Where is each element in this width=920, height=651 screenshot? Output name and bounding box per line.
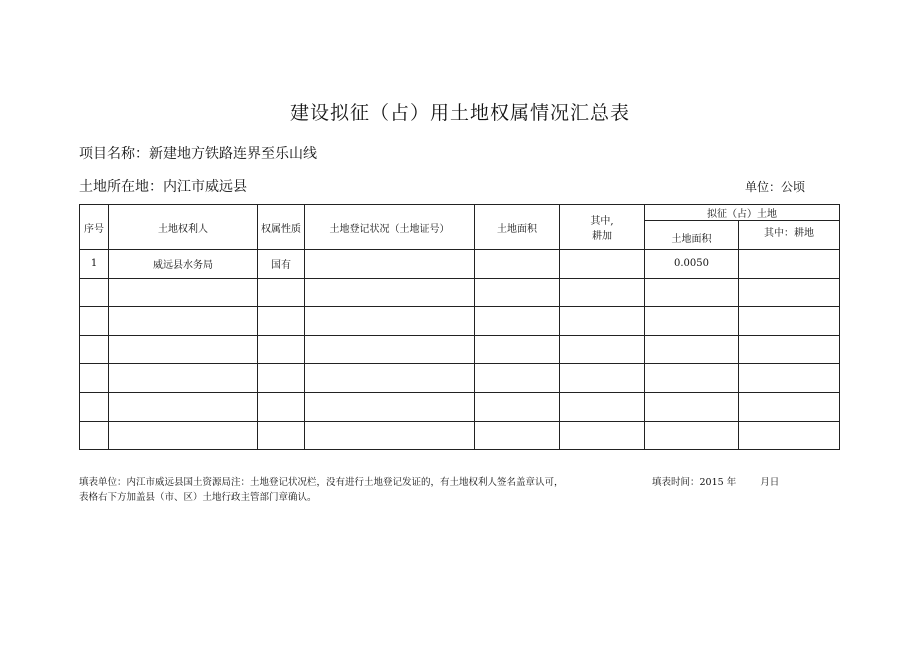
fill-time — [652, 475, 779, 490]
cell-area — [475, 335, 560, 364]
header-acquire-group: 拟征（占）土地 — [645, 205, 840, 221]
cell-acquire-cultivated — [739, 421, 840, 450]
cell-cultivated — [560, 335, 645, 364]
cell-acquire-cultivated — [739, 364, 840, 393]
cell-acquire-area — [645, 392, 739, 421]
land-ownership-table — [79, 204, 840, 450]
table-row — [80, 335, 840, 364]
cell-owner — [109, 364, 258, 393]
cell-registration — [305, 278, 475, 307]
header-cultivated-line2: 耕加 — [592, 231, 612, 242]
cell-cultivated — [560, 250, 645, 279]
cell-acquire-area — [645, 421, 739, 450]
project-name-line — [79, 143, 317, 163]
cell-registration — [305, 392, 475, 421]
table-row — [80, 278, 840, 307]
project-name-value: 新建地方铁路连界至乐山线 — [149, 146, 317, 162]
cell-nature — [258, 335, 305, 364]
unit-line — [745, 178, 805, 195]
cell-area — [475, 392, 560, 421]
cell-owner — [109, 335, 258, 364]
cell-nature — [258, 307, 305, 336]
footer-note-line2: 表格右下方加盖县（市、区）土地行政主管部门章确认。 — [79, 492, 317, 503]
cell-seq — [80, 421, 109, 450]
cell-area — [475, 250, 560, 279]
header-cultivated — [560, 205, 645, 250]
unit-label: 单位： — [745, 180, 782, 194]
header-area: 土地面积 — [475, 205, 560, 250]
cell-seq — [80, 307, 109, 336]
cell-area — [475, 421, 560, 450]
header-acquire-cultivated: 其中：耕地 — [739, 221, 840, 250]
table-row — [80, 421, 840, 450]
cell-owner — [109, 392, 258, 421]
table-row — [80, 307, 840, 336]
cell-acquire-area — [645, 278, 739, 307]
cell-acquire-cultivated — [739, 250, 840, 279]
land-location-value: 内江市威远县 — [163, 179, 247, 195]
table-row — [80, 364, 840, 393]
cell-cultivated — [560, 421, 645, 450]
unit-value: 公顷 — [781, 180, 806, 194]
header-owner: 土地权利人 — [109, 205, 258, 250]
cell-seq — [80, 335, 109, 364]
cell-area — [475, 278, 560, 307]
land-location-line — [79, 176, 247, 196]
cell-owner — [109, 307, 258, 336]
cell-nature: 国有 — [258, 250, 305, 279]
cell-registration — [305, 335, 475, 364]
cell-acquire-cultivated — [739, 392, 840, 421]
cell-acquire-cultivated — [739, 335, 840, 364]
header-seq: 序号 — [80, 205, 109, 250]
header-registration: 土地登记状况（土地证号） — [305, 205, 475, 250]
cell-area — [475, 364, 560, 393]
table-row — [80, 392, 840, 421]
cell-registration — [305, 364, 475, 393]
fill-time-suffix: 月日 — [760, 477, 780, 488]
cell-acquire-area: 0.0050 — [645, 250, 739, 279]
table-row — [80, 250, 840, 279]
footer-note-line1: 填表单位：内江市威远县国土资源局注：土地登记状况栏，没有进行土地登记发证的，有土地权利人签名盖章认可， — [79, 477, 564, 488]
cell-acquire-cultivated — [739, 307, 840, 336]
cell-owner — [109, 421, 258, 450]
cell-registration — [305, 250, 475, 279]
cell-cultivated — [560, 364, 645, 393]
header-nature: 权属性质 — [258, 205, 305, 250]
cell-nature — [258, 421, 305, 450]
table-body — [80, 250, 840, 450]
cell-acquire-area — [645, 307, 739, 336]
header-cultivated-line1: 其中, — [590, 216, 614, 227]
cell-acquire-area — [645, 364, 739, 393]
cell-seq — [80, 392, 109, 421]
cell-cultivated — [560, 307, 645, 336]
cell-registration — [305, 421, 475, 450]
project-name-label: 项目名称： — [79, 146, 149, 162]
cell-seq: 1 — [80, 250, 109, 279]
cell-owner — [109, 278, 258, 307]
header-acquire-area: 土地面积 — [645, 221, 739, 250]
fill-time-label: 填表时间：2015 年 — [652, 477, 737, 488]
cell-seq — [80, 278, 109, 307]
cell-area — [475, 307, 560, 336]
cell-nature — [258, 392, 305, 421]
table-header — [80, 205, 840, 250]
cell-registration — [305, 307, 475, 336]
cell-cultivated — [560, 392, 645, 421]
cell-seq — [80, 364, 109, 393]
cell-acquire-area — [645, 335, 739, 364]
cell-nature — [258, 364, 305, 393]
document-title: 建设拟征（占）用土地权属情况汇总表 — [289, 102, 630, 124]
cell-owner: 威远县水务局 — [109, 250, 258, 279]
cell-acquire-cultivated — [739, 278, 840, 307]
cell-cultivated — [560, 278, 645, 307]
land-location-label: 土地所在地： — [79, 179, 163, 195]
cell-nature — [258, 278, 305, 307]
